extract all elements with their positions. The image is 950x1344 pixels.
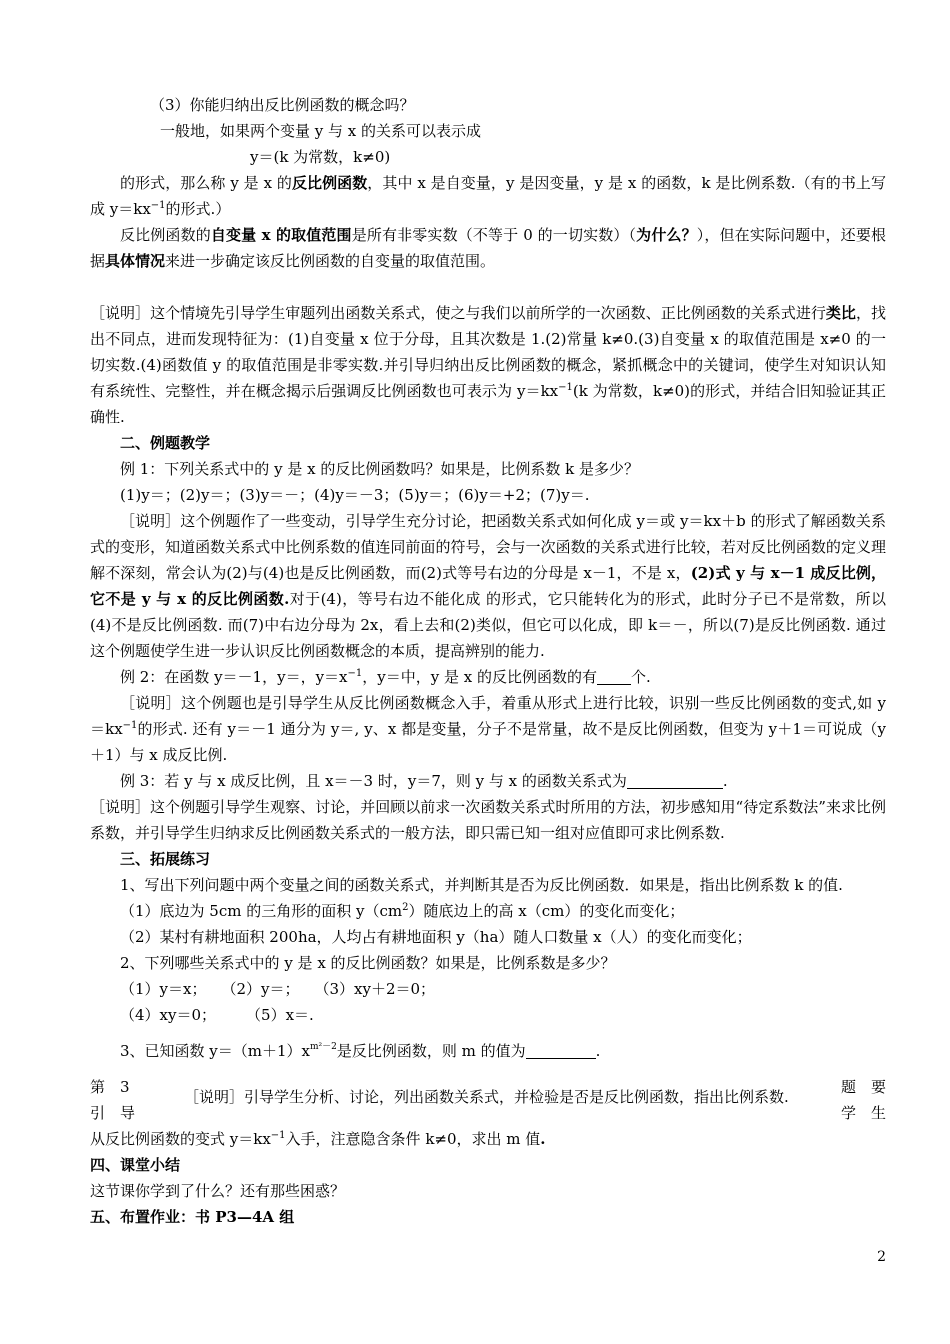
- practice-1-item-2: （2）某村有耕地面积 200ha，人均占有耕地面积 y（ha）随人口数量 x（人）的变化而变化；: [120, 928, 752, 946]
- definition-text: 的形式，那么称 y 是 x 的反比例函数，其中 x 是自变量，y 是因变量，y 是 x 的函数，k 是比例系数.（有的书上写成 $y=kx^{-1}$的形式.）: [90, 174, 886, 218]
- page-number: 2: [877, 1249, 886, 1265]
- answer-blank: [526, 1042, 596, 1059]
- domain-paragraph: 反比例函数的自变量 x 的取值范围是所有非零实数（不等于 0 的一切实数）（为什么？），但在实际问题中，还要根据具体情况来进一步确定该反比例函数的自变量的取值范围。: [90, 226, 886, 270]
- section-heading-examples: 二、例题教学: [120, 434, 211, 452]
- example-1: 例 1：下列关系式中的 y 是 x 的反比例函数吗？如果是，比例系数 k 是多少？: [120, 460, 639, 478]
- document-page: [90, 92, 886, 1230]
- example-2: 例 2：在函数 y＝－1，y＝，$y=x^{-1}$，y＝中，y 是 x 的反比例函数的有 个.: [120, 668, 651, 686]
- side-text-left: 第 3 引 导: [90, 1078, 136, 1122]
- explanation-5: ［说明］引导学生分析、讨论，列出函数关系式，并检验是否是反比例函数，指出比例系数.: [184, 1088, 789, 1106]
- definition-formula: y＝(k 为常数，k≠0): [250, 148, 391, 166]
- question-3: （3）你能归纳出反比例函数的概念吗？: [150, 96, 415, 114]
- explanation-1: ［说明］这个情境先引导学生审题列出函数关系式，使之与我们以前所学的一次函数、正比例函数的关系式进行类比，找出不同点，进而发现特征为：(1)自变量 x 位于分母，且其次数是 1.(2)常量 k≠0.(3)自变量 x 的取值范围是 x≠0 的一切实数.(4)函数值 y 的取值范围是非零实数.并引导归纳出反比例函数的概念，紧抓概念中的关键词，使学生对知识认知有系统性、完整性，并在概念揭示后强调反比例函数也可表示为 $y=kx^{-1}(k$ 为常数，k≠0)的形式，并结合旧知验证其正确性.: [90, 304, 887, 426]
- practice-3: 3、已知函数 $y=(m+1)x^{m^2-2}$是反比例函数，则 m 的值为 .: [120, 1042, 601, 1060]
- side-text-right: 题 要 学 生: [840, 1078, 886, 1122]
- practice-2-items-b: （4）xy＝0； （5）x＝.: [120, 1006, 314, 1024]
- example-3: 例 3：若 y 与 x 成反比例，且 x＝－3 时，y＝7，则 y 与 x 的函数关系式为 .: [120, 772, 728, 790]
- practice-1-item-1: （1）底边为 5cm 的三角形的面积 $y(cm^2)$随底边上的高 x（cm）的变化而变化；: [120, 902, 685, 920]
- definition-intro: 一般地，如果两个变量 y 与 x 的关系可以表示成: [160, 122, 482, 140]
- explanation-3: ［说明］这个例题也是引导学生从反比例函数概念入手，着重从形式上进行比较，识别一些反比例函数的变式,如 $y=kx^{-1}$的形式. 还有 y＝－1 通分为 y＝, y、x 都是变量，分子不是常量，故不是反比例函数，但变为 y＋1＝可说成（y＋1）与 x 成反比例.: [90, 694, 886, 764]
- explanation-5-continued: 从反比例函数的变式 $y=kx^{-1}$入手，注意隐含条件 k≠0，求出 m 值.: [90, 1130, 546, 1148]
- section-heading-summary: 四、课堂小结: [90, 1156, 181, 1174]
- explanation-5-row: [90, 1074, 886, 1126]
- explanation-2: ［说明］这个例题作了一些变动，引导学生充分讨论，把函数关系式如何化成 y＝或 y＝kx＋b 的形式了解函数关系式的变形，知道函数关系式中比例系数的值连同前面的符号，会与一次函数的关系式进行比较，若对反比例函数的定义理解不深刻，常会认为(2)与(4)也是反比例函数，而(2)式等号右边的分母是 x－1，不是 x，(2)式 y 与 x－1 成反比例，它不是 y 与 x 的反比例函数.对于(4)，等号右边不能化成 的形式，它只能转化为的形式，此时分子已不是常数，所以(4)不是反比例函数. 而(7)中右边分母为 2x，看上去和(2)类似，但它可以化成，即 k＝－，所以(7)是反比例函数. 通过这个例题使学生进一步认识反比例函数概念的本质，提高辨别的能力.: [90, 512, 886, 660]
- summary-text: 这节课你学到了什么？还有那些困惑？: [90, 1182, 346, 1200]
- section-heading-practice: 三、拓展练习: [120, 850, 211, 868]
- example-1-items: (1)y＝；(2)y＝；(3)y＝－；(4)y＝－3；(5)y＝；(6)y＝+2；(7)y＝.: [120, 486, 590, 504]
- answer-blank: [627, 772, 723, 789]
- explanation-4: ［说明］这个例题引导学生观察、讨论，并回顾以前求一次函数关系式时所用的方法，初步感知用“待定系数法”来求比例系数，并引导学生归纳求反比例函数关系式的一般方法，即只需已知一组对应值即可求比例系数.: [90, 798, 886, 842]
- practice-2-items-a: （1）y＝x； （2）y＝； （3）xy＋2＝0；: [120, 980, 436, 998]
- practice-1: 1、写出下列问题中两个变量之间的函数关系式，并判断其是否为反比例函数．如果是，指出比例系数 k 的值.: [120, 876, 843, 894]
- practice-2: 2、下列哪些关系式中的 y 是 x 的反比例函数？如果是，比例系数是多少？: [120, 954, 616, 972]
- section-heading-homework: 五、布置作业：书 P3—4A 组: [90, 1208, 295, 1226]
- answer-blank: [597, 668, 631, 685]
